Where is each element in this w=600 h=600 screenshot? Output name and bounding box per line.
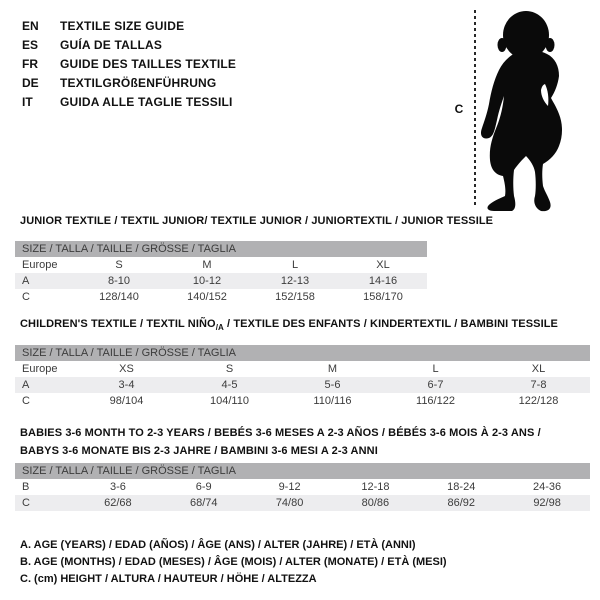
size-cell: M <box>202 259 212 271</box>
height-cell: 74/80 <box>275 497 304 509</box>
language-code: EN <box>22 18 39 33</box>
months-cell: 24-36 <box>533 481 562 493</box>
size-cell: XS <box>119 363 134 375</box>
months-cell: 9-12 <box>278 481 301 493</box>
height-cell: 80/86 <box>361 497 390 509</box>
table-row-height <box>15 495 590 511</box>
row-label: A <box>22 275 30 287</box>
language-code: FR <box>22 56 38 71</box>
table-row-europe <box>15 361 590 377</box>
months-cell: 6-9 <box>195 481 212 493</box>
height-cell: 104/110 <box>210 395 249 407</box>
language-code: DE <box>22 75 39 90</box>
age-cell: 8-10 <box>107 275 131 287</box>
height-cell: 116/122 <box>416 395 455 407</box>
age-cell: 4-5 <box>221 379 238 391</box>
children-title-subscript: /A <box>215 323 224 333</box>
row-label: B <box>22 481 30 493</box>
row-label: C <box>22 497 30 509</box>
language-row-it <box>22 92 236 111</box>
size-cell: S <box>225 363 234 375</box>
size-header-bar: SIZE / TALLA / TAILLE / GRÖSSE / TAGLIA <box>15 345 590 361</box>
children-size-table <box>15 345 590 409</box>
height-cell: 122/128 <box>518 395 559 407</box>
age-cell: 7-8 <box>530 379 547 391</box>
height-cell: 92/98 <box>533 497 561 509</box>
language-list <box>22 16 236 111</box>
months-cell: 12-18 <box>361 481 390 493</box>
age-cell: 6-7 <box>427 379 444 391</box>
months-cell: 3-6 <box>109 481 126 493</box>
language-label: TEXTILE SIZE GUIDE <box>60 18 185 33</box>
height-cell: 152/158 <box>275 291 315 303</box>
table-row-height <box>15 393 590 409</box>
age-cell: 3-4 <box>118 379 135 391</box>
language-code: ES <box>22 37 39 52</box>
size-cell: XL <box>531 363 546 375</box>
children-table-title <box>20 318 558 332</box>
table-row-age <box>15 377 590 393</box>
babies-size-table <box>15 463 590 511</box>
months-cell: 18-24 <box>447 481 476 493</box>
babies-title-line2: BABYS 3-6 MONATE BIS 2-3 JAHRE / BAMBINI 3-6 MESI A 2-3 ANNI <box>20 445 378 457</box>
children-title-post: / TEXTILE DES ENFANTS / KINDERTEXTIL / BAMBINI TESSILE <box>223 318 558 330</box>
age-cell: 5-6 <box>324 379 341 391</box>
measurement-legend <box>20 537 447 588</box>
height-cell: 110/116 <box>313 395 352 407</box>
language-row-es <box>22 35 236 54</box>
junior-size-table <box>15 241 427 305</box>
age-cell: 10-12 <box>192 275 222 287</box>
size-header-bar: SIZE / TALLA / TAILLE / GRÖSSE / TAGLIA <box>15 241 427 257</box>
language-label: TEXTILGRÖßENFÜHRUNG <box>60 75 217 90</box>
row-label: C <box>22 291 30 303</box>
language-label: GUIDA ALLE TAGLIE TESSILI <box>60 94 233 109</box>
age-cell: 12-13 <box>280 275 310 287</box>
language-row-de <box>22 73 236 92</box>
babies-table-title <box>20 424 541 460</box>
height-cell: 62/68 <box>104 497 132 509</box>
legend-line-a: A. AGE (YEARS) / EDAD (AÑOS) / ÂGE (ANS) / ALTER (JAHRE) / ETÀ (ANNI) <box>20 539 416 551</box>
height-cell: 68/74 <box>189 497 218 509</box>
age-cell: 14-16 <box>368 275 398 287</box>
size-cell: L <box>432 363 439 375</box>
height-cell: 128/140 <box>99 291 139 303</box>
junior-table-title: JUNIOR TEXTILE / TEXTIL JUNIOR/ TEXTILE JUNIOR / JUNIORTEXTIL / JUNIOR TESSILE <box>20 215 494 227</box>
babies-title-line1: BABIES 3-6 MONTH TO 2-3 YEARS / BEBÉS 3-6 MESES A 2-3 AÑOS / BÉBÉS 3-6 MOIS À 2-3 ANS / <box>20 427 541 439</box>
table-row-age <box>15 273 427 289</box>
height-cell: 98/104 <box>109 395 144 407</box>
height-measure-label: C <box>454 102 464 116</box>
language-label: GUÍA DE TALLAS <box>60 37 163 52</box>
size-cell: L <box>291 259 299 271</box>
language-row-fr <box>22 54 236 73</box>
legend-line-c: C. (cm) HEIGHT / ALTURA / HAUTEUR / HÖHE / ALTEZZA <box>20 573 317 585</box>
row-label: A <box>22 379 30 391</box>
children-title-pre: CHILDREN'S TEXTILE / TEXTIL NIÑO <box>20 318 216 330</box>
size-cell: M <box>327 363 338 375</box>
row-label: Europe <box>22 363 58 375</box>
table-row-height <box>15 289 427 305</box>
language-label: GUIDE DES TAILLES TEXTILE <box>60 56 237 71</box>
height-measure-dashed-line <box>474 10 476 206</box>
legend-line-b: B. AGE (MONTHS) / EDAD (MESES) / ÂGE (MOIS) / ALTER (MONATE) / ETÀ (MESI) <box>20 556 447 568</box>
toddler-silhouette-icon <box>479 8 575 212</box>
table-row-europe <box>15 257 427 273</box>
language-row-en <box>22 16 236 35</box>
height-cell: 140/152 <box>187 291 227 303</box>
language-code: IT <box>22 94 33 109</box>
size-header-bar: SIZE / TALLA / TAILLE / GRÖSSE / TAGLIA <box>15 463 590 479</box>
size-cell: XL <box>376 259 390 271</box>
height-cell: 158/170 <box>363 291 403 303</box>
table-row-months <box>15 479 590 495</box>
height-cell: 86/92 <box>447 497 475 509</box>
row-label: C <box>22 395 30 407</box>
size-cell: S <box>115 259 123 271</box>
row-label: Europe <box>22 259 58 271</box>
